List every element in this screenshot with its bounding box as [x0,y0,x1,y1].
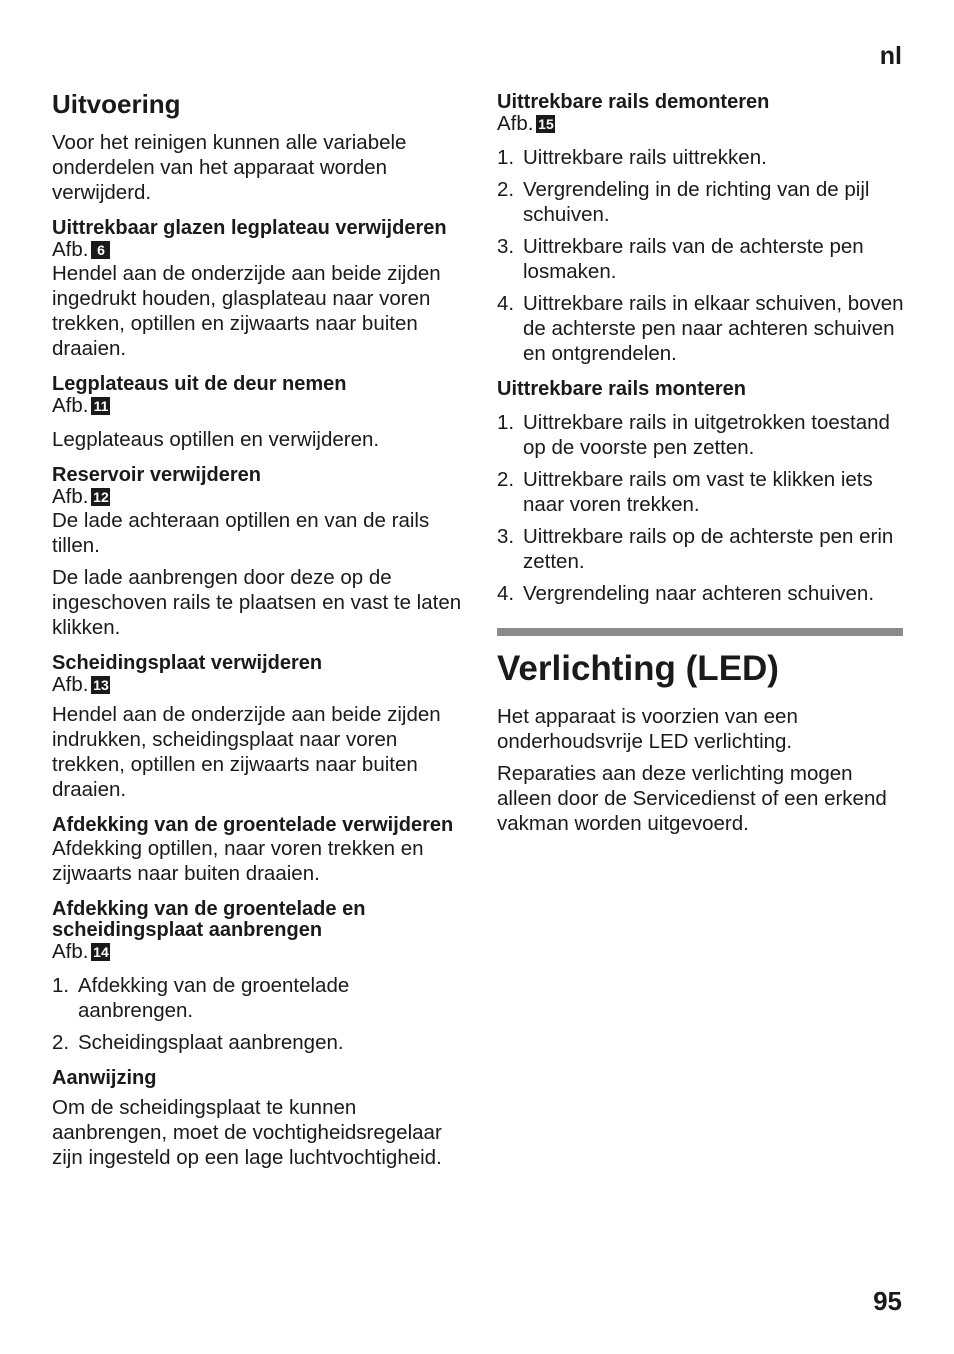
subheading-glass-shelf: Uittrekbaar glazen legplateau verwijderen [52,217,447,239]
steps-list [497,145,907,366]
figure-number-badge: 6 [91,241,110,259]
figure-number-badge: 13 [93,677,109,693]
figure-number-badge: 11 [91,397,110,415]
subheading-cover-install: Afdekking van de groentelade en scheidingsplaat aanbrengen [52,898,366,941]
subheading-rails-mount: Uittrekbare rails monteren [497,378,746,400]
body-text: Het apparaat is voorzien van een onderhoudsvrije LED verlichting. [497,705,798,753]
list-item: 4. Vergrendeling naar achteren schuiven. [497,582,875,605]
figure-ref: Afb. 11 [52,395,462,417]
right-column [497,92,907,843]
subheading-door-shelves: Legplateaus uit de deur nemen [52,373,347,395]
led-section-title: Verlichting (LED) [497,649,779,688]
figure-ref: Afb. 12 [52,485,109,508]
body-text: Reparaties aan deze verlichting mogen alleen door de Servicedienst of een erkend vakman worden uitgevoerd. [497,762,887,835]
intro-text: Voor het reinigen kunnen alle variabele onderdelen van het apparaat worden verwijderd. [52,131,407,204]
left-column [52,88,462,1177]
body-text: Afdekking optillen, naar voren trekken en zijwaarts naar buiten draaien. [52,837,424,885]
subheading-rails-dismount: Uittrekbare rails demonteren [497,91,770,113]
figure-number-badge: 12 [93,489,109,505]
section-divider [497,628,903,636]
language-code: nl [879,42,902,70]
list-item: 2. Vergrendeling in de richting van de pijl schuiven. [497,178,870,226]
list-item: 1. Afdekking van de groentelade aanbrengen. [52,974,350,1022]
subheading-reservoir: Reservoir verwijderen [52,464,261,486]
section-title: Uitvoering [52,89,181,119]
list-item: 1. Uittrekbare rails in uitgetrokken toestand op de voorste pen zetten. [497,411,890,459]
list-item: 3. Uittrekbare rails op de achterste pen erin zetten. [497,525,894,573]
figure-ref: Afb. 13 [52,673,109,696]
list-item: 2. Scheidingsplaat aanbrengen. [52,1031,344,1054]
figure-ref: Afb. 6 [52,239,462,261]
body-text: De lade achteraan optillen en van de rails tillen. [52,509,430,557]
body-text: De lade aanbrengen door deze op de ingeschoven rails te plaatsen en vast te laten klikken. [52,566,462,639]
figure-ref: Afb. 15 [497,112,554,135]
note-text: Om de scheidingsplaat te kunnen aanbrengen, moet de vochtigheidsregelaar zijn ingesteld op een lage luchtvochtigheid. [52,1096,442,1169]
list-item: 4. Uittrekbare rails in elkaar schuiven, boven de achterste pen naar achteren schuiven en ontgrendelen. [497,292,904,365]
body-text: Hendel aan de onderzijde aan beide zijden indrukken, scheidingsplaat naar voren trekken, optillen en zijwaarts naar buiten draaien. [52,703,441,801]
figure-number-badge: 15 [538,116,554,132]
steps-list [52,973,462,1055]
note-heading: Aanwijzing [52,1067,157,1089]
figure-number-badge: 14 [93,944,109,960]
list-item: 3. Uittrekbare rails van de achterste pen losmaken. [497,235,864,283]
subheading-cover-removal: Afdekking van de groentelade verwijderen [52,814,454,836]
subheading-divider-plate: Scheidingsplaat verwijderen [52,652,323,674]
page-number: 95 [873,1286,902,1316]
body-text: Hendel aan de onderzijde aan beide zijden ingedrukt houden, glasplateau naar voren trekken, optillen en zijwaarts naar buiten draaien. [52,262,441,360]
figure-ref: Afb. 14 [52,940,109,963]
list-item: 2. Uittrekbare rails om vast te klikken iets naar voren trekken. [497,468,873,516]
list-item: 1. Uittrekbare rails uittrekken. [497,146,767,169]
steps-list [497,410,907,606]
body-text: Legplateaus optillen en verwijderen. [52,428,380,451]
